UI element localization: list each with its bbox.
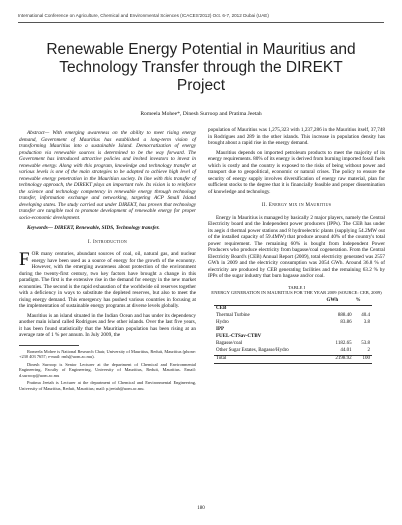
table-group-row: CEB [216, 306, 227, 312]
footnote-author-3: Pratima Jeetah is Lecturer at the department of Chemical and Environmental Engineering, University of Mauritius, Reduit, Mauritius; mail: p.jeetah@uom.ac.mu. [19, 380, 196, 391]
section-heading-introduction: I. Introduction [87, 239, 128, 245]
drop-cap: F [19, 249, 30, 270]
table-header-percent: % [354, 298, 372, 306]
table-header-row [214, 298, 372, 306]
keywords: Keywords— DIREKT, Renewable, SIDS, Technology transfer. [27, 225, 160, 231]
energy-mix-paragraph: Energy in Mauritius is managed by basically 2 major players, namely the Central Electricity board and the Independent power producers (IPPs). The CEB has under its aegis 4 thermal power stations and 8 hydroelectric plants (supplying 54.2MW out of the installed capacity of 59.4MW) that produce around 40% of the country's total power requirement. The remaining 60% is bought from Independent Power Producers who produce electricity from bagasse/coal cogeneration. From the Central Electricity Board's (CEB) Annual Report (2009), total electricity generated was 2557 GWh in 2009 and the electricity consumption was 2054 GWh. Around 36.8 % of electricity are produced by CEB generating facilities and the remaining 63.2 % by IPPs of the sugar industry that burn bagasse and/or coal. [208, 214, 385, 279]
table-caption [208, 285, 385, 296]
right-column [208, 127, 385, 364]
table-label: TABLE I [287, 284, 306, 290]
table-total-row: Total 2198.92 100 [216, 356, 370, 362]
conference-header: International Conference on Agriculture, Chemical and Environmental Sciences (ICACES'2012) Oct. 6-7, 2012 Dubai (UAE) [18, 13, 269, 18]
page-number: 180 [197, 506, 205, 511]
table-row: Thermal Turbine 888.40 40.4 [216, 313, 370, 319]
footnote-author-2: Dinesh Surroop is Senior Lecturer at the department of Chemical and Environmental Engineering, Faculty of Engineering, University of Mauritius, Reduit, Mauritius. Email: d.surroop@uom.ac.mu [19, 361, 196, 378]
table-row: Other Sugar Estates, Bagasse/Hydro 44.01 2 [216, 348, 370, 354]
abstract: Abstract— With emerging awareness on the ability to meet rising energy demand, Government of Mauritius has established a long-term vision of transforming Mauritius into a sustainable Island. Democratization of energy production via renewable sources is determined to be the way forward. The Government has introduced attractive policies and invited investors to invest in renewable energy. Along with this program, knowledge and technology transfer at various levels is one of the main strategies to be adopted to achieve high level of renewable energy penetration in the Mauritian society. In line with this transfer of technology approach, the DIREKT plays an important role. Its vision is to reinforce the science and technology competency in renewable energy through technology transfer, information exchange and networking, targeting ACP Small Island developing states. The study carried out under DIREKT, has proven that technology transfer are tangible tool to promote development of renewable energy for proper socio-economic development. [19, 130, 196, 221]
table-caption-text: ENERGY GENERATION IN MAURITIUS FOR THE YEAR 2009 (SOURCE: CEB, 2009) [211, 290, 382, 296]
section-heading-energy-mix: II. Energy mix in Mauritius [261, 203, 332, 208]
intro-paragraph-1-text: OR many centuries, abundant sources of coal, oil, natural gas, and nuclear energy have been used as a source of energy for the growth of the economy. However, with the emerging awareness about protection of the environment during the twenty-first century, two key factors have brought a change in this paradigm. The first is the extensive rise in the demand for energy in the new market economies. The second is the rapid exhaustion of the worldwide oil reserves together with a deficiency in ways to substitute the depleted reserves, but also to meet the rising energy demand. This emergency has pushed various countries in focusing at the implementation of sustainable energy programs at diverse levels globally. [19, 251, 196, 309]
table-row: Bagasse/coal 1182.65 53.8 [216, 341, 370, 347]
table-group-row: IPP [216, 327, 225, 333]
intro-paragraph-2: Mauritius is an island situated in the Indian Ocean and has under its dependency another main island called Rodrigues and few other islands. Over the last five years, it has been found statistically that the Mauritian population has been rising at an average rate of 1 % per annum. In July 2009, the [19, 312, 196, 338]
petroleum-paragraph: Mauritius depends on imported petroleum products to meet the majority of its energy requirements. 80% of its energy is derived from burning imported fossil fuels which is costly and the country is exposed to the risks of being without power and transport due to geopolitical, economic or natural crises. The policy to ensure the security of energy supply involves diversification of energy raw material, plan for sufficient stocks to the degree that it is financially feasible and proper dissemination of knowledge and technology. [208, 149, 385, 195]
population-paragraph: population of Mauritius was 1,275,323 with 1,237,286 in the Mauritius itself, 37,748 in Rodrigues and 289 in the other islands. This increase in population density has brought about a rapid rise in the energy demand. [208, 127, 385, 146]
footnote-divider [19, 345, 79, 346]
left-column [19, 128, 196, 393]
author-list: Romeela Mohee*, Dinesh Surroop and Pratima Jeetah [140, 111, 262, 117]
header-rule [18, 22, 384, 23]
footnote-author-1: Romeela Mohee is National Research Chair, University of Mauritius, Reduit, Mauritius (phone: +230 403 7657; e-mail: rmh@uom.ac.mu). [19, 348, 196, 359]
intro-paragraph-1 [19, 251, 196, 310]
table-header-gwh: GWh [324, 298, 353, 306]
energy-generation-table [214, 298, 372, 364]
table-header-empty [214, 298, 324, 306]
table-group-row: FUEL-CTSav-CTBV [216, 334, 262, 340]
table-row: Hydro 83.86 3.8 [216, 320, 370, 326]
paper-title: Renewable Energy Potential in Mauritius and Technology Transfer through the DIREKT Project [46, 41, 356, 94]
